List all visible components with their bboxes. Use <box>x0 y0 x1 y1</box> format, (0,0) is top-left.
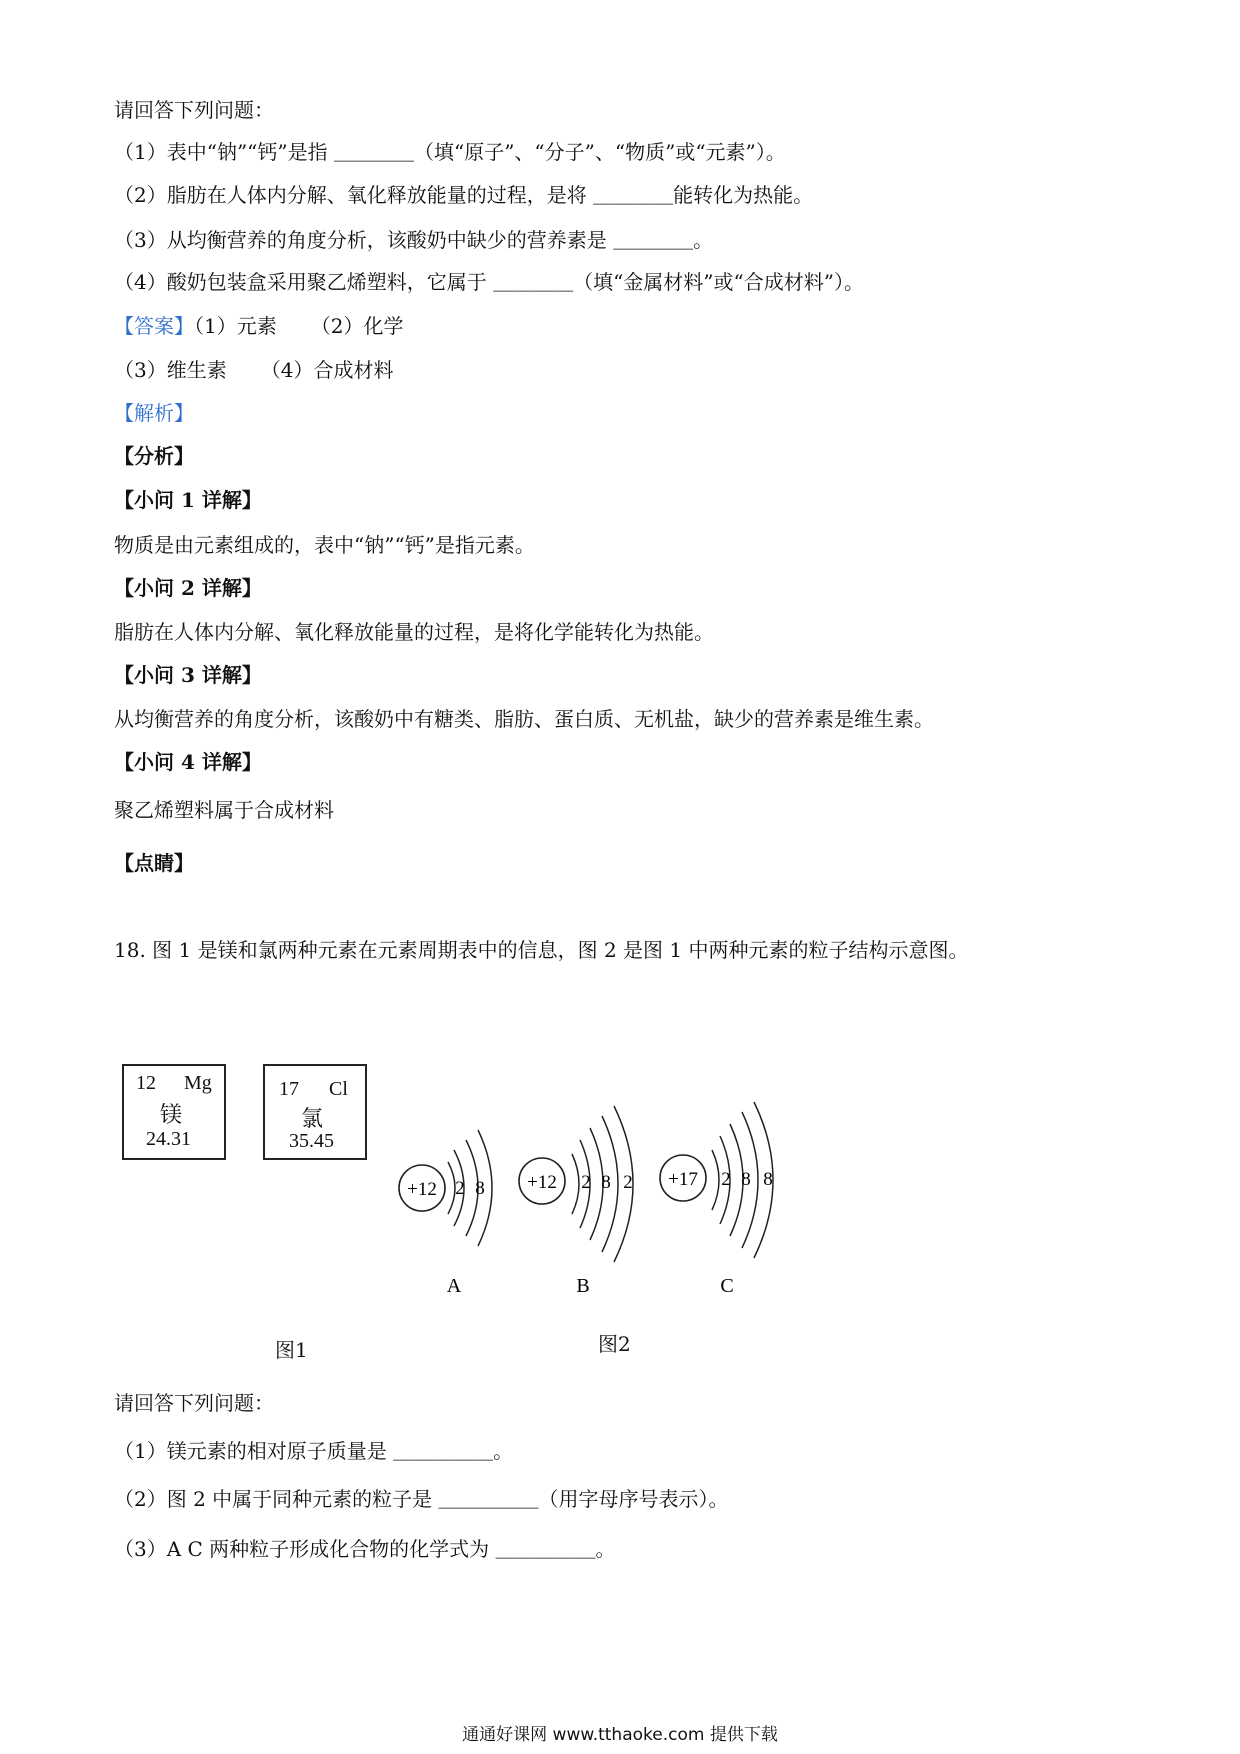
fig1-caption: 图1 <box>275 1338 308 1362</box>
answer-row-2 <box>114 356 393 384</box>
atomic-mass: 24.31 <box>146 1128 191 1150</box>
q17-prompt: 请回答下列问题： <box>114 98 274 122</box>
shell-arc <box>572 1154 579 1214</box>
element-box-cl <box>263 1064 367 1160</box>
shell-count: 8 <box>475 1178 485 1199</box>
answer-3: （3）维生素 <box>114 358 227 382</box>
element-symbol: Mg <box>184 1072 212 1094</box>
shell-count: 8 <box>601 1172 611 1193</box>
fenxi-heading: 【分析】 <box>114 444 194 468</box>
analysis-tag: 【解析】 <box>114 401 194 425</box>
dianjing-heading: 【点睛】 <box>114 851 194 875</box>
nucleus-charge: +12 <box>407 1179 437 1200</box>
nucleus-charge: +17 <box>668 1169 698 1190</box>
atomic-mass: 35.45 <box>289 1130 334 1152</box>
answer-1: （1）元素 <box>194 314 277 338</box>
q18-item-1: （1）镁元素的相对原子质量是 ＿＿＿＿＿。 <box>114 1439 514 1463</box>
answer-2: （2）化学 <box>310 314 404 338</box>
fig2-caption: 图2 <box>598 1332 631 1356</box>
particle-label: B <box>576 1275 590 1297</box>
detail-2-heading: 【小问 2 详解】 <box>114 576 262 600</box>
particle-a <box>399 1130 492 1297</box>
particle-label: A <box>446 1275 462 1297</box>
element-name: 镁 <box>160 1103 183 1128</box>
shell-count: 2 <box>721 1169 731 1190</box>
detail-2-text: 脂肪在人体内分解、氧化释放能量的过程，是将化学能转化为热能。 <box>114 620 714 644</box>
atomic-number: 17 <box>279 1078 299 1100</box>
shell-count: 2 <box>581 1172 591 1193</box>
page-footer: 通通好课网 www.tthaoke.com 提供下载 <box>462 1725 778 1745</box>
shell-count: 8 <box>741 1169 751 1190</box>
element-name: 氯 <box>301 1107 324 1132</box>
q18-item-3: （3）A C 两种粒子形成化合物的化学式为 ＿＿＿＿＿。 <box>114 1537 616 1561</box>
atomic-number: 12 <box>136 1072 156 1094</box>
q17-item-4: （4）酸奶包装盒采用聚乙烯塑料，它属于 ＿＿＿＿（填“金属材料”或“合成材料”）。 <box>114 270 864 294</box>
q18-item-2: （2）图 2 中属于同种元素的粒子是 ＿＿＿＿＿（用字母序号表示）。 <box>114 1487 729 1511</box>
q17-item-1: （1）表中“钠”“钙”是指 ＿＿＿＿（填“原子”、“分子”、“物质”或“元素”）。 <box>114 140 786 164</box>
detail-3-text: 从均衡营养的角度分析，该酸奶中有糖类、脂肪、蛋白质、无机盐，缺少的营养素是维生素。 <box>114 707 934 731</box>
shell-count: 2 <box>455 1178 465 1199</box>
q18-prompt: 请回答下列问题： <box>114 1391 274 1415</box>
detail-1-heading: 【小问 1 详解】 <box>114 488 262 512</box>
shell-arc <box>712 1150 719 1210</box>
detail-4-heading: 【小问 4 详解】 <box>114 750 262 774</box>
particle-b <box>519 1106 633 1297</box>
answer-tag: 【答案】 <box>114 314 194 338</box>
detail-1-text: 物质是由元素组成的，表中“钠”“钙”是指元素。 <box>114 533 535 557</box>
particle-label: C <box>720 1275 734 1297</box>
shell-count: 2 <box>623 1172 633 1193</box>
shell-count: 8 <box>763 1169 773 1190</box>
detail-4-text: 聚乙烯塑料属于合成材料 <box>114 798 334 822</box>
element-symbol: Cl <box>329 1078 348 1100</box>
particle-c <box>660 1102 773 1297</box>
q18-stem: 18. 图 1 是镁和氯两种元素在元素周期表中的信息，图 2 是图 1 中两种元素的粒子结构示意图。 <box>114 938 969 962</box>
answer-row-1 <box>114 312 403 340</box>
shell-arc <box>448 1162 455 1214</box>
q17-item-2: （2）脂肪在人体内分解、氧化释放能量的过程，是将 ＿＿＿＿能转化为热能。 <box>114 183 814 207</box>
detail-3-heading: 【小问 3 详解】 <box>114 663 262 687</box>
q17-item-3: （3）从均衡营养的角度分析，该酸奶中缺少的营养素是 ＿＿＿＿。 <box>114 228 714 252</box>
fig2-diagrams <box>390 1100 810 1310</box>
nucleus-charge: +12 <box>527 1172 557 1193</box>
answer-4: （4）合成材料 <box>260 358 394 382</box>
element-box-mg <box>122 1064 226 1160</box>
